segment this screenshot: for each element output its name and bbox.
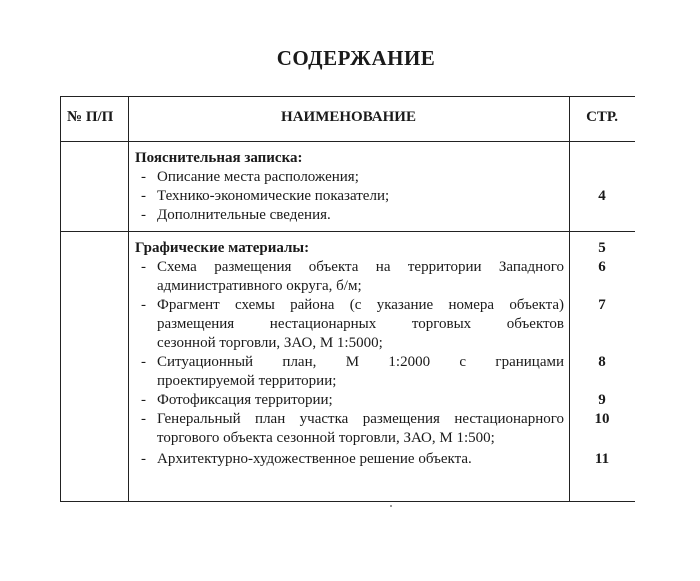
header-name: НАИМЕНОВАНИЕ: [281, 109, 416, 125]
row-divider: [61, 231, 635, 232]
contents-table: № П/П НАИМЕНОВАНИЕ СТР. Пояснительная записка: - Описание места расположения; - Технико-экономические показатели; - Дополнительные сведения. 4 Графические материалы: 5 - Схема размещения объекта на территории Западного административного округа, б/м; 6 - Фрагмент схемы района (с указание номера объекта) размещения нестационарных торговых объектов сезонной торговли, ЗАО, М 1:5000; 7 - Ситуационный план, М 1:2000 с границами проектируемой территории; 8 - Фотофиксация территории; 9 - Генеральный план участка размещения нестационарного торгового объекта сезонной торговли, ЗАО, М 1:500; 10 - Архитектурно-художественное решение объекта. 11: [60, 96, 635, 502]
header-num: № П/П: [67, 109, 114, 125]
page-number: 5: [598, 240, 606, 256]
header-page: СТР.: [586, 109, 618, 125]
page-number: 6: [598, 259, 606, 275]
document-title: СОДЕРЖАНИЕ: [276, 46, 436, 70]
header-divider: [61, 141, 635, 142]
page-number: 4: [598, 188, 606, 204]
column-divider-num: [128, 97, 129, 501]
page-number: 7: [598, 297, 606, 313]
section-heading: Графические материалы:: [135, 240, 310, 256]
section-heading: Пояснительная записка:: [135, 150, 303, 166]
page-number: 10: [594, 411, 610, 427]
page-number: 9: [598, 392, 606, 408]
scan-speck: [390, 505, 392, 507]
page-number: 8: [598, 354, 606, 370]
page-number: 11: [594, 451, 610, 467]
